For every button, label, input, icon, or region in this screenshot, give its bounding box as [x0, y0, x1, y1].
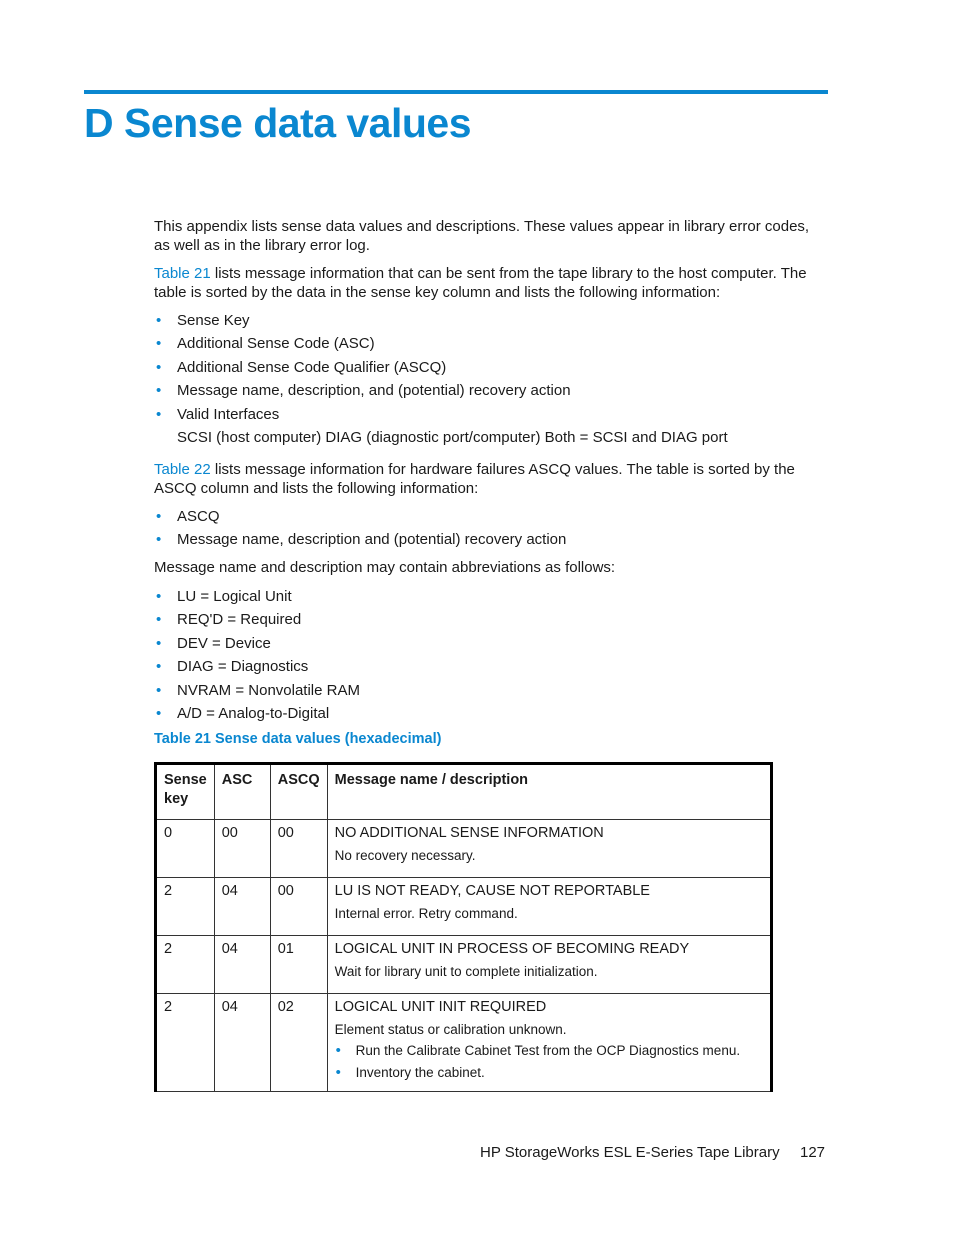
bullet-icon: • — [156, 508, 162, 525]
table22-paragraph — [154, 460, 819, 498]
bullet-icon: • — [156, 358, 162, 376]
bullet-icon: • — [156, 312, 162, 329]
table21-paragraph-line2: table is sorted by the data in the sense key column and lists the following information: — [154, 284, 721, 301]
table-caption: Table 21 Sense data values (hexadecimal) — [154, 731, 442, 747]
table21-paragraph — [154, 264, 819, 302]
table-row — [156, 820, 772, 878]
table-row — [156, 994, 772, 1092]
cell-asc: 04 — [214, 936, 270, 994]
table21-paragraph-line1: lists message information that can be sent from the tape library to the host computer. The — [210, 265, 807, 282]
step-text: Run the Calibrate Cabinet Test from the OCP Diagnostics menu. — [355, 1043, 741, 1058]
table22-link[interactable]: Table 22 — [154, 461, 211, 478]
cell-ascq: 00 — [270, 820, 327, 878]
table21-link[interactable]: Table 21 — [154, 265, 211, 282]
cell-sense-key: 0 — [156, 820, 215, 878]
bullet-icon: • — [335, 1063, 341, 1081]
page-number: 127 — [800, 1144, 826, 1161]
message-name: LOGICAL UNIT IN PROCESS OF BECOMING READY — [334, 941, 690, 957]
bullet-icon: • — [156, 704, 162, 722]
step-text: Inventory the cabinet. — [355, 1064, 485, 1080]
message-name: NO ADDITIONAL SENSE INFORMATION — [334, 825, 604, 841]
table22-paragraph-line1: lists message information for hardware failures ASCQ values. The table is sorted by the — [210, 461, 795, 478]
list-item — [154, 530, 566, 553]
cell-asc: 04 — [214, 878, 270, 936]
list-item — [154, 681, 360, 704]
cell-sense-key: 2 — [156, 878, 215, 936]
message-name: LU IS NOT READY, CAUSE NOT REPORTABLE — [334, 883, 650, 899]
page-title: D Sense data values — [84, 100, 472, 146]
list-item — [154, 610, 360, 633]
table-header-row — [156, 764, 772, 820]
header-message: Message name / description — [327, 764, 771, 820]
list-item — [335, 1062, 763, 1084]
bullet-icon: • — [156, 681, 162, 699]
footer-title: HP StorageWorks ESL E-Series Tape Library — [480, 1144, 780, 1161]
list-item — [154, 634, 360, 657]
bullet-icon: • — [156, 658, 162, 676]
list-item — [154, 405, 571, 428]
bullet-icon: • — [156, 588, 162, 605]
list-item-text: NVRAM = Nonvolatile RAM — [177, 681, 360, 699]
info-list — [154, 311, 571, 428]
message-description: Element status or calibration unknown. — [334, 1022, 567, 1037]
message-name: LOGICAL UNIT INIT REQUIRED — [334, 999, 547, 1015]
cell-asc: 00 — [214, 820, 270, 878]
cell-message — [327, 936, 771, 994]
list-item-text: DIAG = Diagnostics — [177, 658, 309, 676]
cell-sense-key: 2 — [156, 994, 215, 1092]
abbreviations-list — [154, 587, 360, 727]
bullet-icon: • — [156, 531, 162, 549]
ascq-list — [154, 507, 566, 554]
list-item — [154, 334, 571, 357]
cell-ascq: 02 — [270, 994, 327, 1092]
bullet-icon: • — [156, 335, 162, 353]
intro-paragraph: This appendix lists sense data values and descriptions. These values appear in library error codes, as well as in the library error log. — [154, 218, 810, 254]
list-item-text: Message name, description and (potential) recovery action — [177, 531, 567, 549]
bullet-icon: • — [156, 382, 162, 400]
sense-data-table — [154, 762, 773, 1092]
list-item-text: A/D = Analog-to-Digital — [177, 704, 330, 722]
list-item — [154, 311, 571, 334]
list-item-text: ASCQ — [177, 508, 220, 525]
list-item — [154, 381, 571, 404]
list-item-text: Sense Key — [177, 312, 250, 329]
abbreviations-intro: Message name and description may contain abbreviations as follows: — [154, 559, 616, 576]
table22-paragraph-line2: ASCQ column and lists the following information: — [154, 480, 479, 497]
cell-message — [327, 878, 771, 936]
interfaces-line: SCSI (host computer) DIAG (diagnostic port/computer) Both = SCSI and DIAG port — [177, 429, 728, 446]
bullet-icon: • — [156, 634, 162, 652]
bullet-icon: • — [156, 405, 162, 423]
list-item — [335, 1040, 763, 1062]
cell-ascq: 00 — [270, 878, 327, 936]
cell-message — [327, 820, 771, 878]
message-description: Internal error. Retry command. — [334, 906, 518, 921]
cell-ascq: 01 — [270, 936, 327, 994]
header-sense-key: Sense key — [156, 764, 215, 820]
list-item-text: Valid Interfaces — [177, 405, 280, 423]
list-item-text: Additional Sense Code Qualifier (ASCQ) — [177, 358, 447, 376]
list-item — [154, 704, 360, 727]
message-description: Wait for library unit to complete initialization. — [334, 964, 598, 979]
header-asc: ASC — [214, 764, 270, 820]
cell-message — [327, 994, 771, 1092]
list-item — [154, 358, 571, 381]
header-ascq: ASCQ — [270, 764, 327, 820]
list-item-text: Additional Sense Code (ASC) — [177, 335, 375, 353]
list-item-text: Message name, description, and (potential) recovery action — [177, 382, 571, 400]
list-item — [154, 657, 360, 680]
table-row — [156, 936, 772, 994]
table-row — [156, 878, 772, 936]
bullet-icon: • — [156, 611, 162, 629]
message-description: No recovery necessary. — [334, 848, 476, 863]
list-item-text: LU = Logical Unit — [177, 588, 292, 605]
list-item — [154, 587, 360, 610]
list-item-text: DEV = Device — [177, 634, 271, 652]
header-rule — [84, 90, 828, 94]
list-item-text: REQ'D = Required — [177, 611, 302, 629]
cell-asc: 04 — [214, 994, 270, 1092]
cell-sense-key: 2 — [156, 936, 215, 994]
recovery-steps — [335, 1040, 763, 1083]
list-item — [154, 507, 566, 530]
bullet-icon: • — [335, 1042, 341, 1059]
